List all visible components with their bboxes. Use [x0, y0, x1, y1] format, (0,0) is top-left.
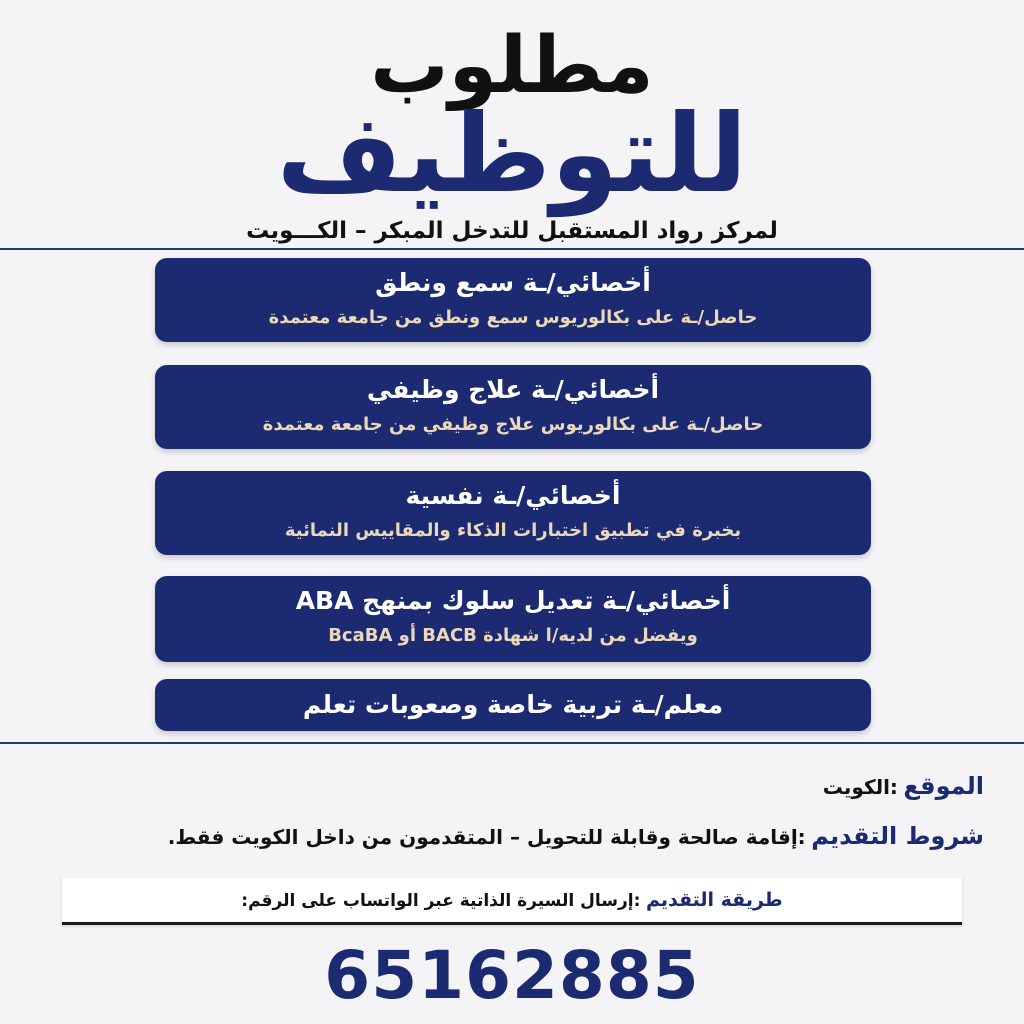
- job-title: معلم/ـة تربية خاصة وصعوبات تعلم: [302, 690, 724, 719]
- bottom-divider: [0, 742, 1024, 744]
- job-card-psychologist: [155, 471, 871, 555]
- location-value: :الكويت: [822, 775, 898, 799]
- job-description: حاصل/ـة على بكالوريوس سمع ونطق من جامعة معتمدة: [268, 307, 758, 328]
- location-line: [823, 772, 984, 800]
- headline-for-hiring: للتوظيف: [276, 92, 748, 217]
- job-card-speech-therapist: [155, 258, 871, 342]
- center-subtitle: لمركز رواد المستقبل للتدخل المبكر – الكـــويت: [246, 218, 778, 244]
- conditions-line: [168, 822, 984, 850]
- top-divider: [0, 248, 1024, 250]
- apply-method-box: [62, 878, 962, 925]
- conditions-label: شروط التقديم: [811, 822, 984, 850]
- location-label: الموقع: [903, 772, 984, 800]
- apply-value: :إرسال السيرة الذاتية عبر الواتساب على الرقم:: [241, 891, 641, 911]
- headline-wanted: مطلوب: [370, 21, 654, 111]
- job-title: أخصائي/ـة سمع ونطق: [375, 268, 651, 297]
- apply-label: طريقة التقديم: [645, 889, 783, 911]
- job-title: أخصائي/ـة علاج وظيفي: [366, 375, 660, 404]
- job-card-special-ed-teacher: [155, 679, 871, 731]
- job-title: أخصائي/ـة تعديل سلوك بمنهج ABA: [295, 586, 731, 615]
- job-description: حاصل/ـة على بكالوريوس علاج وظيفي من جامعة معتمدة: [262, 414, 764, 435]
- job-description: ويفضل من لديه/ا شهادة BACB أو BcaBA: [328, 625, 698, 646]
- conditions-value: :إقامة صالحة وقابلة للتحويل – المتقدمون من داخل الكويت فقط.: [167, 825, 806, 849]
- job-card-occupational-therapist: [155, 365, 871, 449]
- phone-number[interactable]: 65162885: [324, 937, 700, 1014]
- job-title: أخصائي/ـة نفسية: [405, 481, 621, 510]
- job-description: بخبرة في تطبيق اختبارات الذكاء والمقاييس النمائية: [284, 520, 742, 541]
- job-card-behavior-specialist: [155, 576, 871, 662]
